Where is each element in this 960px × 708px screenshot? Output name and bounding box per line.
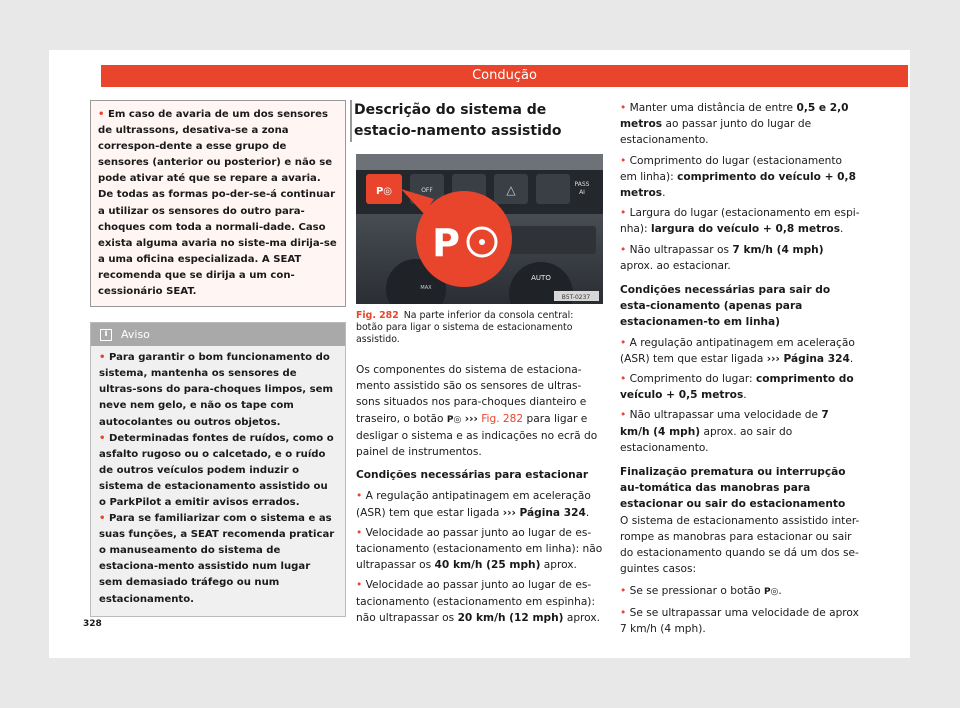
figure-link[interactable]: Fig. 282: [481, 412, 524, 425]
note-title: Aviso: [121, 328, 150, 342]
warning-box: [90, 100, 346, 307]
section-title: Descrição do sistema de estacio-namento assistido: [350, 100, 603, 142]
interruption-title: Finalização prematura ou interrupção au-tomática das manobras para estacionar ou sair do estacionamento: [620, 466, 846, 511]
park-button-icon: P◎: [446, 414, 462, 425]
conditions-exit-title: Condições necessárias para sair do esta-cionamento (apenas para estacionamen-to em linha): [620, 284, 831, 329]
figure-282: [356, 154, 603, 304]
list-item: • Velocidade ao passar junto ao lugar de es-tacionamento (estacionamento em espinha): não ultrapassar os 20 km/h (12 mph) aprox.: [356, 579, 600, 624]
conditions-park-title: Condições necessárias para estacionar: [356, 469, 589, 482]
list-item: • Largura do lugar (estacionamento em espi-nha): largura do veículo + 0,8 metros.: [620, 207, 860, 236]
note-box: [90, 322, 346, 617]
note-item: • Para se familiarizar com o sistema e as suas funções, a SEAT recomenda praticar o manuseamento do sistema de estaciona-mento assistido num lugar sem demasiado tráfego ou num estacionamento.: [99, 513, 335, 605]
note-body: [91, 346, 345, 616]
bullet: •: [98, 109, 105, 120]
svg-text:OFF: OFF: [421, 187, 433, 194]
svg-text:P: P: [432, 221, 460, 265]
note-item: • Determinadas fontes de ruídos, como o asfalto rugoso ou o calcetado, e o ruído de outros veículos podem induzir o sistema de estacionamento assistido ou o ParkPilot a emitir avisos errados.: [99, 432, 334, 508]
zoom-callout: [416, 191, 512, 287]
info-icon: i: [100, 329, 112, 341]
chapter-header: Condução: [101, 65, 908, 87]
page-number: 328: [83, 619, 102, 629]
left-column: [90, 100, 346, 617]
manual-page: [49, 50, 910, 658]
console-illustration: [356, 154, 603, 304]
list-item: • Comprimento do lugar: comprimento do veículo + 0,5 metros.: [620, 373, 854, 402]
hazard-icon: △: [506, 183, 516, 197]
park-button-icon: P◎: [763, 587, 779, 598]
list-item: • Manter uma distância de entre 0,5 e 2,0 metros ao passar junto do lugar de estacionamento.: [620, 102, 849, 147]
intro-paragraph: Os componentes do sistema de estaciona-mento assistido são os sensores de ultras-sons situados nos para-choques dianteiro e traseiro, o botão P◎ ››› Fig. 282 para ligar e desligar o sistema e as indicações no ecrã do painel de instrumentos.: [356, 364, 598, 459]
list-item: • Não ultrapassar os 7 km/h (4 mph) aprox. ao estacionar.: [620, 243, 824, 272]
list-item: • Velocidade ao passar junto ao lugar de es-tacionamento (estacionamento em linha): não ultrapassar os 40 km/h (25 mph) aprox.: [356, 526, 603, 572]
page-link[interactable]: ››› Página 324: [766, 352, 850, 365]
page-link[interactable]: ››› Página 324: [502, 506, 586, 519]
interruption-text: O sistema de estacionamento assistido inter-rompe as manobras para estacionar ou sair do estacionamento quando se dá um dos se-guintes casos:: [620, 514, 860, 576]
list-item: • A regulação antipatinagem em aceleração (ASR) tem que estar ligada ››› Página 324.: [356, 490, 591, 519]
svg-text:MAX: MAX: [420, 285, 432, 291]
svg-text:AUTO: AUTO: [531, 274, 551, 282]
list-item: • Não ultrapassar uma velocidade de 7 km/h (4 mph) aprox. ao sair do estacionamento.: [620, 409, 829, 454]
middle-column: [356, 100, 603, 626]
figure-code: B5T-0237: [561, 294, 591, 301]
list-item: • Se se ultrapassar uma velocidade de aprox 7 km/h (4 mph).: [620, 606, 859, 635]
note-item: • Para garantir o bom funcionamento do sistema, mantenha os sensores de ultras-sons do para-choques limpos, sem neve nem gelo, e não os tape com autocolantes ou outros objetos.: [99, 352, 334, 428]
warning-text: Em caso de avaria de um dos sensores de ultrassons, desativa-se a zona correspon-dente a esse grupo de sensores (anterior ou posterior) e não se pode ativar até que se repare a avaria. De todas as formas po-der-se-á continuar a utilizar os sensores do outro para-choques com toda a normali-dade. Caso exista alguma avaria no siste-ma dirija-se a uma oficina especializada. A SEAT recomenda que se dirija a um con-cessionário SEAT.: [98, 109, 337, 298]
note-header: [91, 323, 345, 346]
figure-caption: Fig. 282 Na parte inferior da consola central: botão para ligar o sistema de estacionamento assistido.: [356, 310, 574, 345]
list-item: • Se se pressionar o botão P◎.: [620, 585, 782, 598]
list-item: • Comprimento do lugar (estacionamento em linha): comprimento do veículo + 0,8 metros.: [620, 154, 856, 200]
right-column: [620, 100, 860, 637]
svg-text:AI: AI: [579, 189, 585, 196]
list-item: • A regulação antipatinagem em aceleração (ASR) tem que estar ligada ››› Página 324.: [620, 336, 855, 365]
svg-text:P◎: P◎: [375, 186, 393, 197]
svg-text:PASS: PASS: [574, 181, 590, 188]
